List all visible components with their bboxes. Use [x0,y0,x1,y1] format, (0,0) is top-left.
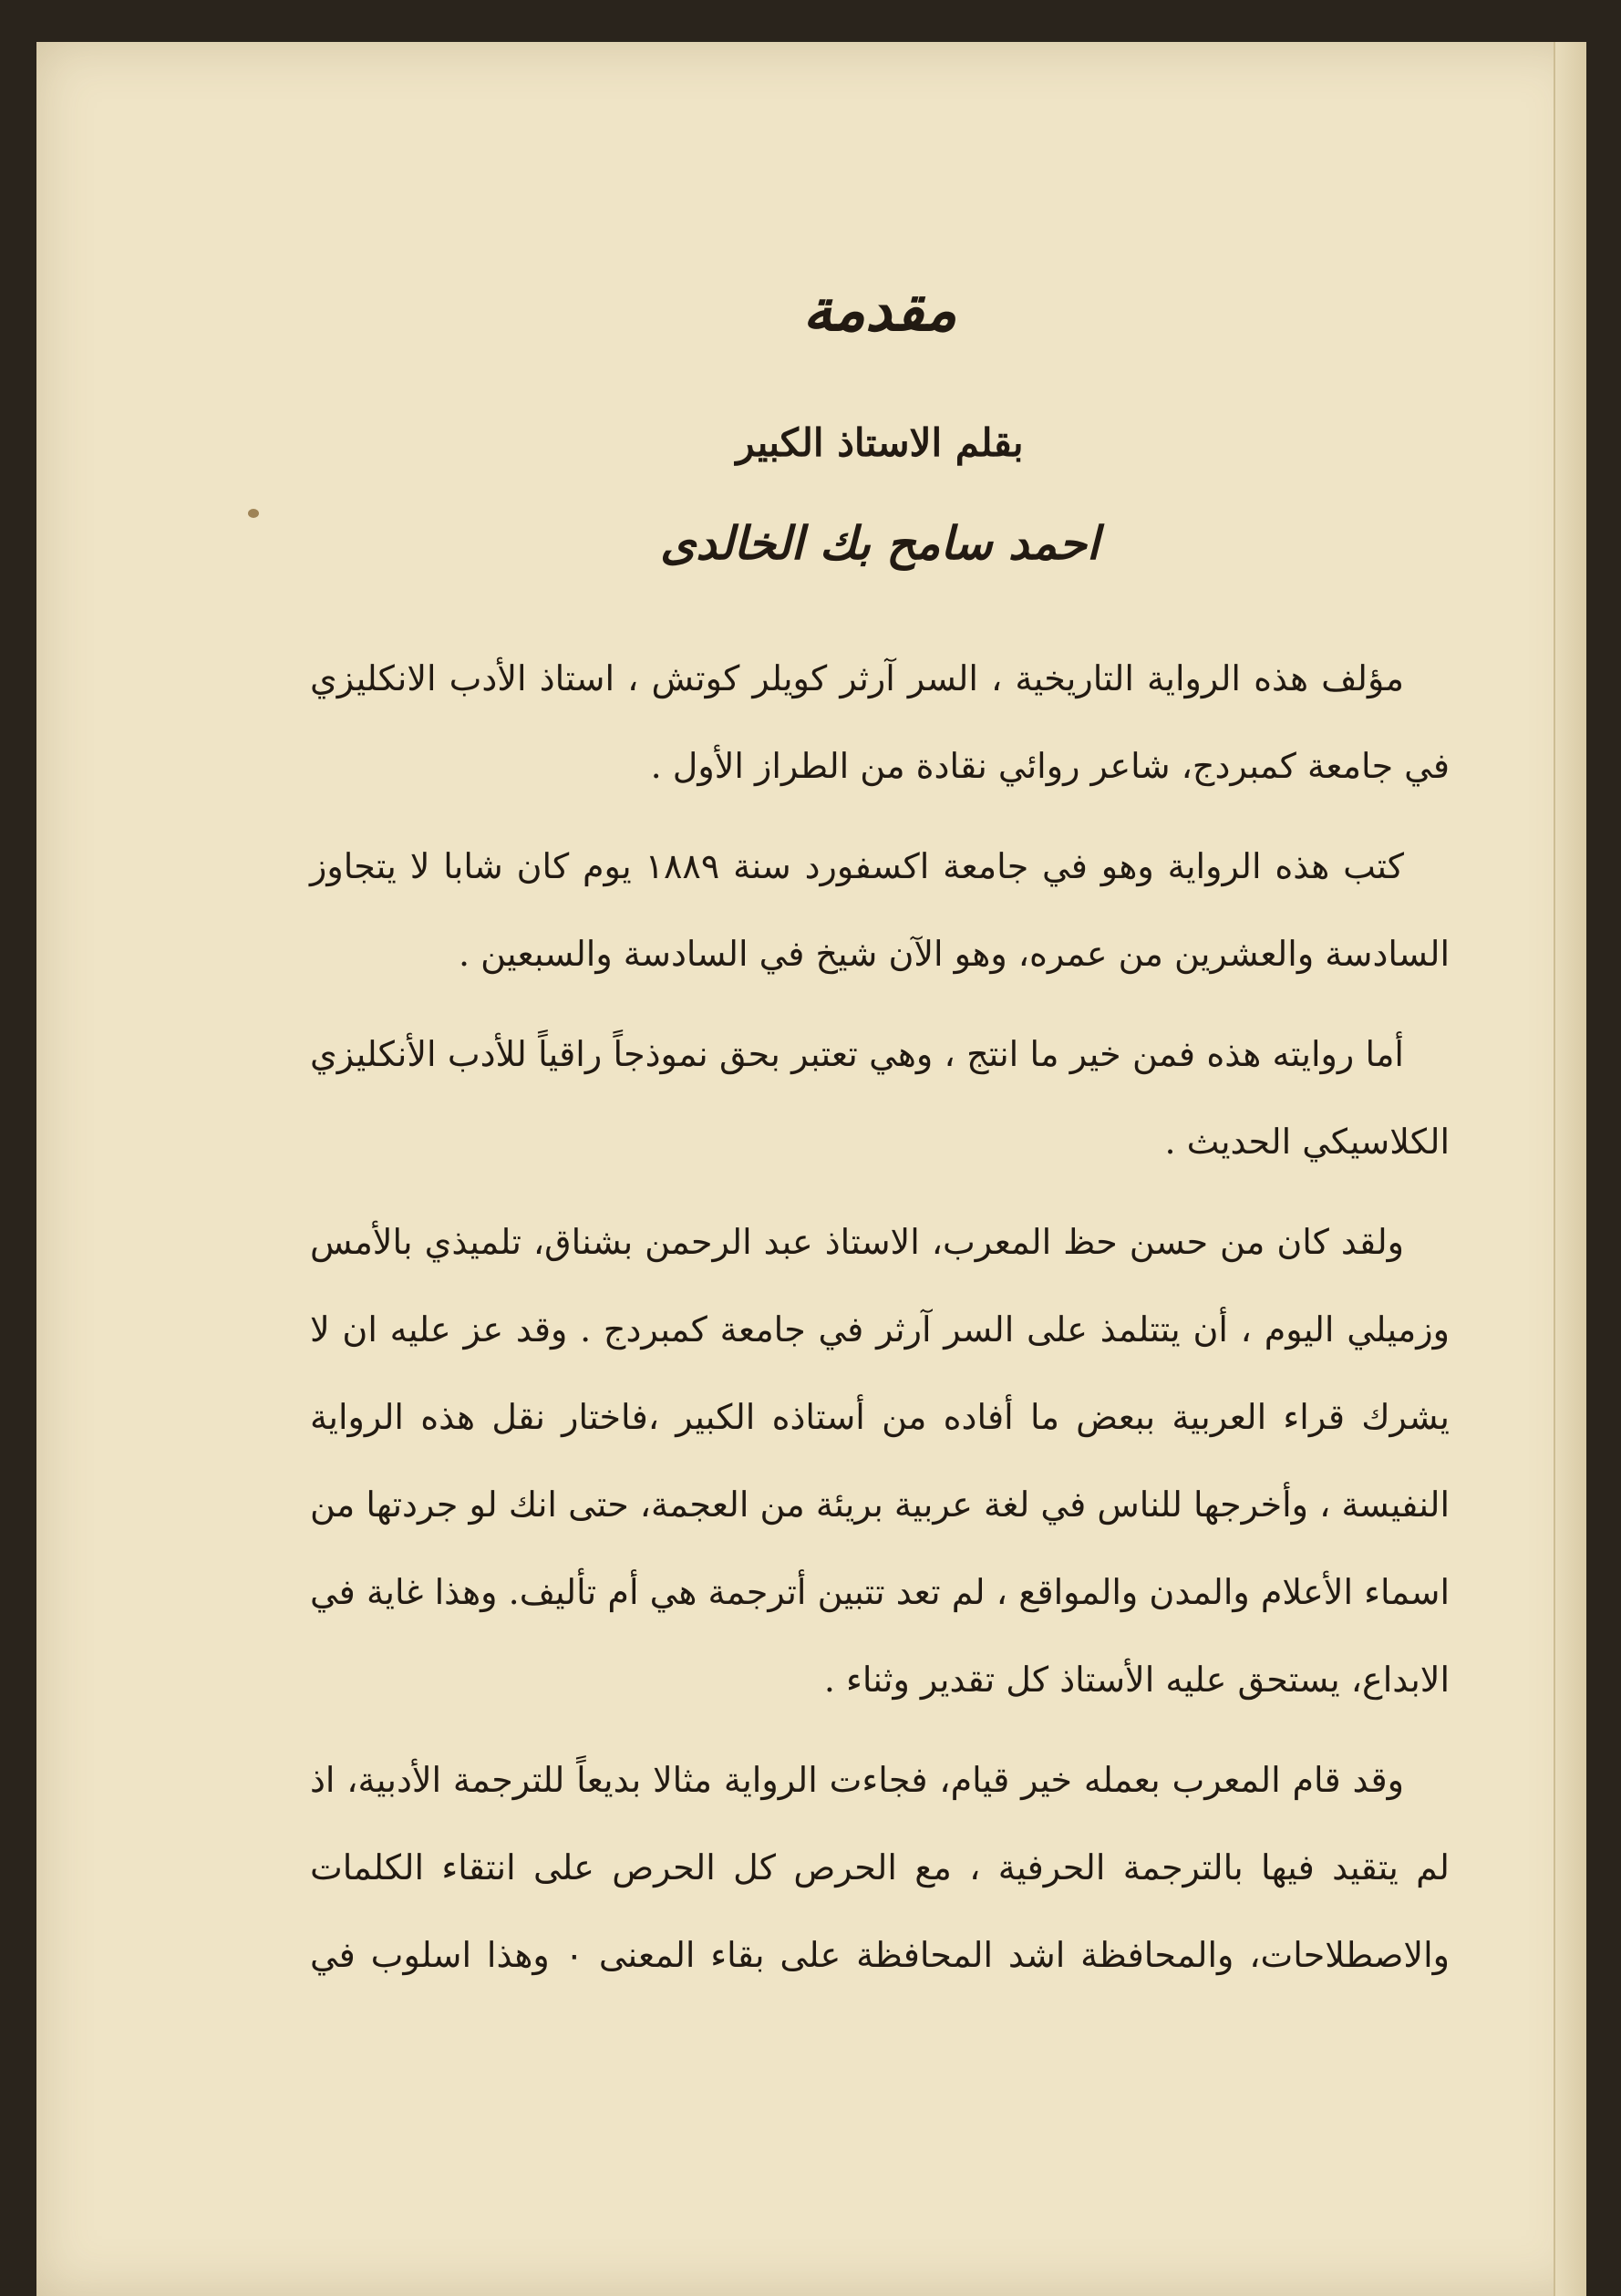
paragraph: كتب هذه الرواية وهو في جامعة اكسفورد سنة ١٨٨٩ يوم كان شابا لا يتجاوز السادسة والعشرين من عمره، وهو الآن شيخ في السادسة والسبعين . [310,846,1450,974]
adjacent-page-edge [1554,42,1586,2296]
page-title: مقدمة [802,276,957,345]
paragraph: أما روايته هذه فمن خير ما انتج ، وهي تعتبر بحق نموذجاً راقياً للأدب الأنكليزي الكلاسيكي الحديث . [310,1034,1450,1162]
paragraph: مؤلف هذه الرواية التاريخية ، السر آرثر كويلر كوتش ، استاذ الأدب الانكليزي في جامعة كمبردج، شاعر روائي نقادة من الطراز الأول . [310,658,1450,786]
paper-sheet [36,42,1586,2296]
ink-spot [248,509,259,518]
paragraph: ولقد كان من حسن حظ المعرب، الاستاذ عبد الرحمن بشناق، تلميذي بالأمس وزميلي اليوم ، أن يتتلمذ على السر آرثر في جامعة كمبردج . وقد عز عليه ان لا يشرك قراء العربية ببعض ما أفاده من أستاذه الكبير ،فاختار نقل هذه الرواية النفيسة ، وأخرجها للناس في لغة عربية بريئة من العجمة، حتى انك لو جردتها من اسماء الأعلام والمدن والمواقع ، لم تعد تتبين أترجمة هي أم تأليف. وهذا غاية في الابداع، يستحق عليه الأستاذ كل تقدير وثناء . [310,1222,1450,1700]
paragraph: وقد قام المعرب بعمله خير قيام، فجاءت الرواية مثالا بديعاً للترجمة الأدبية، اذ لم يتقيد فيها بالترجمة الحرفية ، مع الحرص كل الحرص على انتقاء الكلمات والاصطلاحات، والمحافظة اشد المحافظة على بقاء المعنى ٠ وهذا اسلوب في [310,1760,1450,1975]
body-text [310,635,1450,2012]
subtitle: بقلم الاستاذ الكبير [736,420,1024,465]
author-name: احمد سامح بك الخالدى [660,516,1100,570]
